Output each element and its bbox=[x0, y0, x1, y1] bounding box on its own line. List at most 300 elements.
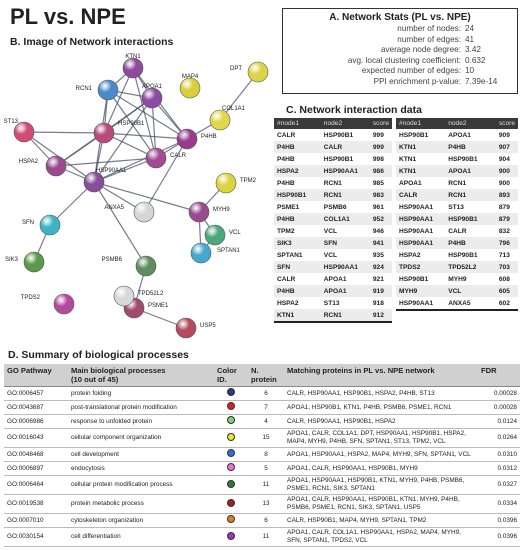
go-process: cytoskeleton organization bbox=[68, 514, 214, 528]
table-row bbox=[274, 285, 392, 297]
table-cell: CALR bbox=[277, 275, 296, 283]
go-color-cell bbox=[214, 448, 248, 462]
node-col1a1 bbox=[210, 110, 230, 130]
table-cell: HSPA2 bbox=[399, 251, 421, 259]
go-fdr: 0.0264 bbox=[478, 429, 520, 448]
go-n-protein: 4 bbox=[248, 415, 284, 429]
table-cell: TPDS2 bbox=[396, 261, 445, 273]
table-cell: KTN1 bbox=[274, 309, 321, 322]
stat-label: number of nodes: bbox=[397, 24, 461, 33]
node-label: MAP4 bbox=[181, 74, 199, 80]
go-n-protein: 6 bbox=[248, 514, 284, 528]
network-image-title: B. Image of Network interactions bbox=[10, 36, 174, 48]
go-process: protein folding bbox=[68, 387, 214, 401]
node-label: HSP90AA1 bbox=[96, 168, 127, 174]
stat-value: 0.632 bbox=[465, 55, 486, 65]
table-cell: 832 bbox=[498, 227, 510, 235]
go-proteins: APOA1, HSP90AA1, HSPA2, MAP4, MYH9, SFN, SPTAN1, VCL bbox=[284, 448, 478, 462]
column-header: #node1 bbox=[274, 118, 321, 129]
node-label: PSMB6 bbox=[101, 257, 122, 263]
stat-row bbox=[291, 45, 509, 56]
table-cell: ST13 bbox=[323, 299, 340, 307]
node-psmb6 bbox=[136, 256, 156, 276]
table-row bbox=[396, 213, 518, 225]
go-color-cell bbox=[214, 476, 248, 495]
network-graph bbox=[3, 48, 274, 344]
node-anxa5 bbox=[134, 202, 154, 222]
go-color-cell bbox=[214, 462, 248, 476]
node-map4 bbox=[180, 78, 200, 98]
table-header-row bbox=[274, 118, 392, 129]
node-label: ST13 bbox=[3, 119, 18, 125]
node-tpds2 bbox=[54, 294, 74, 314]
edge-ST13-HSP90B1 bbox=[24, 132, 104, 133]
node-calr bbox=[146, 148, 166, 168]
table-cell: VCL bbox=[445, 285, 496, 297]
go-proteins: APOA1, CALR, COL1A1, DPT, HSP90AA1, HSP90B1, HSPA2, MAP4, MYH9, P4HB, SFN, SPTAN1, ST13, TPM2, VCL bbox=[284, 429, 478, 448]
table-cell: SFN bbox=[274, 261, 321, 273]
go-id: GO:0006457 bbox=[4, 387, 68, 401]
go-row bbox=[4, 462, 520, 476]
table-cell: 608 bbox=[498, 275, 510, 283]
table-cell: 904 bbox=[498, 155, 510, 163]
table-row bbox=[396, 201, 518, 213]
go-color-cell bbox=[214, 514, 248, 528]
go-id: GO:0048468 bbox=[4, 448, 68, 462]
table-row bbox=[274, 177, 392, 189]
table-cell: MYH9 bbox=[448, 275, 467, 283]
table-row bbox=[274, 309, 392, 322]
stat-row bbox=[291, 35, 509, 46]
table-cell: CALR bbox=[448, 227, 467, 235]
page-title: PL vs. NPE bbox=[10, 4, 126, 29]
node-label: VCL bbox=[229, 230, 241, 236]
stat-value: 41 bbox=[465, 34, 475, 44]
table-cell: HSP90B1 bbox=[323, 131, 354, 139]
table-row bbox=[396, 285, 518, 297]
table-cell: HSP90B1 bbox=[399, 275, 429, 283]
node-label: SFN bbox=[22, 220, 34, 226]
table-row bbox=[274, 129, 392, 141]
table-cell: CALR bbox=[396, 189, 445, 201]
go-fdr: 0.0334 bbox=[478, 495, 520, 514]
table-cell: 952 bbox=[370, 213, 392, 225]
table-cell: CALR bbox=[321, 141, 370, 153]
table-cell: PSME1 bbox=[277, 203, 300, 211]
go-fdr: 0.0312 bbox=[478, 462, 520, 476]
node-hspa2 bbox=[46, 156, 66, 176]
nodes bbox=[4, 54, 268, 338]
table-header-row bbox=[396, 118, 518, 129]
go-color-cell bbox=[214, 429, 248, 448]
go-process: cellular protein modification process bbox=[68, 476, 214, 495]
table-cell: APOA1 bbox=[445, 165, 496, 177]
go-id: GO:0007010 bbox=[4, 514, 68, 528]
table-cell: HSP90B1 bbox=[448, 155, 478, 163]
table-row bbox=[274, 189, 392, 201]
table-row bbox=[274, 201, 392, 213]
table-row bbox=[396, 177, 518, 189]
table-cell: HSP90AA1 bbox=[399, 203, 434, 211]
table-cell: 941 bbox=[370, 237, 392, 249]
go-n-protein: 15 bbox=[248, 429, 284, 448]
table-cell: VCL bbox=[323, 251, 337, 259]
stat-label: avg. local clustering coefficient: bbox=[347, 55, 461, 65]
table-cell: 985 bbox=[372, 179, 384, 187]
table-row bbox=[274, 213, 392, 225]
table-cell: HSP90B1 bbox=[323, 155, 354, 163]
go-color-cell bbox=[214, 495, 248, 514]
go-process: post-translational protein modification bbox=[68, 401, 214, 415]
node-hsp90b1 bbox=[94, 123, 114, 143]
table-cell: P4HB bbox=[274, 285, 321, 297]
table-cell: TPD52L2 bbox=[445, 261, 496, 273]
go-row bbox=[4, 401, 520, 415]
go-color-cell bbox=[214, 528, 248, 547]
table-cell: HSP90AA1 bbox=[396, 297, 445, 310]
table-cell: CALR bbox=[277, 131, 296, 139]
column-header: node2 bbox=[445, 118, 496, 129]
table-row bbox=[274, 249, 392, 261]
table-cell: 605 bbox=[496, 285, 518, 297]
go-n-protein: 7 bbox=[248, 401, 284, 415]
interaction-table-title: C. Network interaction data bbox=[286, 104, 422, 116]
go-proteins: APOA1, CALR, HSP90AA1, HSP90B1, KTN1, MYH9, P4HB, PSMB6, PSME1, RCN1, SIK3, SPTAN1, USP5 bbox=[284, 495, 478, 514]
table-row bbox=[396, 237, 518, 249]
go-fdr: 0.0396 bbox=[478, 514, 520, 528]
table-row bbox=[274, 297, 392, 309]
table-cell: P4HB bbox=[277, 179, 295, 187]
go-fdr: 0.00028 bbox=[478, 401, 520, 415]
go-row bbox=[4, 448, 520, 462]
table-cell: RCN1 bbox=[321, 309, 370, 322]
stat-label: PPI enrichment p-value: bbox=[373, 76, 461, 86]
stat-label: number of edges: bbox=[397, 34, 461, 44]
process-header-label: Main biological processes bbox=[71, 366, 166, 375]
table-cell: HSPA2 bbox=[277, 299, 299, 307]
table-cell: APOA1 bbox=[323, 275, 347, 283]
go-proteins: APOA1, CALR, HSP90AA1, HSP90B1, MYH9 bbox=[284, 462, 478, 476]
table-cell: 983 bbox=[370, 189, 392, 201]
node-sik3 bbox=[24, 252, 44, 272]
table-cell: SPTAN1 bbox=[277, 251, 303, 259]
table-cell: 986 bbox=[370, 165, 392, 177]
node-apoa1 bbox=[142, 88, 162, 108]
color-dot bbox=[227, 388, 235, 396]
node-rcn1 bbox=[98, 80, 118, 100]
go-fdr: 0.0327 bbox=[478, 476, 520, 495]
node-vcl bbox=[205, 225, 225, 245]
network-stats-rows bbox=[291, 24, 509, 88]
table-cell: 999 bbox=[370, 141, 392, 153]
table-cell: 713 bbox=[498, 251, 510, 259]
column-header-pathway: GO Pathway bbox=[4, 364, 68, 387]
column-header-color: Color ID. bbox=[214, 364, 248, 387]
table-cell: HSP90AA1 bbox=[396, 213, 445, 225]
table-cell: 961 bbox=[372, 203, 384, 211]
table-cell: 893 bbox=[496, 189, 518, 201]
go-n-protein: 8 bbox=[248, 448, 284, 462]
network-stats-box bbox=[282, 8, 518, 94]
table-cell: TPM2 bbox=[277, 227, 295, 235]
table-cell: HSP90AA1 bbox=[321, 261, 370, 273]
node-label: CALR bbox=[170, 153, 187, 159]
node-ktn1 bbox=[123, 58, 143, 78]
go-row bbox=[4, 476, 520, 495]
column-header: node2 bbox=[321, 118, 370, 129]
table-cell: ANXA5 bbox=[445, 297, 496, 310]
table-cell: SFN bbox=[321, 237, 370, 249]
go-proteins: CALR, HSP90AA1, HSP90B1, HSPA2, P4HB, ST13 bbox=[284, 387, 478, 401]
table-cell: 879 bbox=[498, 203, 510, 211]
go-process: cell differentiation bbox=[68, 528, 214, 547]
table-row bbox=[396, 297, 518, 310]
go-proteins: APOA1, CALR, COL1A1, HSP90AA1, HSPA2, MAP4, MYH9, SFN, SPTAN1, TPDS2, VCL bbox=[284, 528, 478, 547]
table-cell: 703 bbox=[496, 261, 518, 273]
table-row bbox=[274, 153, 392, 165]
node-label: MYH9 bbox=[213, 207, 230, 213]
table-row bbox=[396, 249, 518, 261]
table-cell: HSP90AA1 bbox=[321, 165, 370, 177]
table-row bbox=[274, 165, 392, 177]
node-hsp90aa1 bbox=[84, 172, 104, 192]
node-sptan1 bbox=[191, 243, 211, 263]
stat-label: expected number of edges: bbox=[361, 66, 461, 76]
color-dot bbox=[227, 402, 235, 410]
go-id: GO:0006986 bbox=[4, 415, 68, 429]
process-header-sub: (10 out of 45) bbox=[71, 375, 119, 384]
node-tpd52l2 bbox=[114, 286, 134, 306]
node-label: KTN1 bbox=[125, 54, 141, 60]
node-label: HSP90B1 bbox=[118, 121, 145, 127]
table-cell: 998 bbox=[372, 155, 384, 163]
go-n-protein: 11 bbox=[248, 476, 284, 495]
table-cell: HSP90B1 bbox=[448, 251, 478, 259]
edge-P4HB-HSP90AA1 bbox=[94, 139, 187, 182]
table-cell: SIK3 bbox=[274, 237, 321, 249]
column-header-process bbox=[68, 364, 214, 387]
table-row bbox=[274, 273, 392, 285]
node-sfn bbox=[40, 215, 60, 235]
table-row bbox=[274, 141, 392, 153]
node-label: DPT bbox=[230, 66, 242, 72]
color-dot bbox=[227, 499, 235, 507]
column-header-n: N. protein bbox=[248, 364, 284, 387]
table-row bbox=[274, 237, 392, 249]
go-color-cell bbox=[214, 387, 248, 401]
stat-row bbox=[291, 66, 509, 77]
go-id: GO:0006464 bbox=[4, 476, 68, 495]
go-proteins: CALR, HSP90AA1, HSP90B1, HSPA2 bbox=[284, 415, 478, 429]
node-label: SPTAN1 bbox=[217, 248, 240, 254]
table-cell: KTN1 bbox=[396, 141, 445, 153]
table-row bbox=[396, 165, 518, 177]
table-cell: RCN1 bbox=[321, 189, 370, 201]
stat-value: 24 bbox=[465, 24, 475, 33]
network-stats-title: A. Network Stats (PL vs. NPE) bbox=[329, 12, 471, 23]
table-cell: RCN1 bbox=[445, 189, 496, 201]
node-label: RCN1 bbox=[75, 86, 92, 92]
go-row bbox=[4, 495, 520, 514]
node-label: TPD52L2 bbox=[138, 291, 164, 297]
go-proteins: APOA1, HSP90AA1, HSP90B1, KTN1, MYH9, P4HB, PSMB6, PSME1, RCN1, SIK3, SPTAN1 bbox=[284, 476, 478, 495]
go-id: GO:0006897 bbox=[4, 462, 68, 476]
go-n-protein: 6 bbox=[248, 387, 284, 401]
table-cell: RCN1 bbox=[448, 179, 467, 187]
table-cell: HSPA2 bbox=[274, 165, 321, 177]
table-cell: 900 bbox=[498, 179, 510, 187]
table-header-row bbox=[4, 364, 520, 387]
node-label: HSPA2 bbox=[18, 159, 38, 165]
node-tpm2 bbox=[216, 173, 236, 193]
table-cell: 879 bbox=[496, 213, 518, 225]
go-n-protein: 13 bbox=[248, 495, 284, 514]
go-n-protein: 11 bbox=[248, 528, 284, 547]
table-cell: 946 bbox=[372, 227, 384, 235]
table-row bbox=[274, 261, 392, 273]
color-dot bbox=[227, 449, 235, 457]
table-row bbox=[396, 273, 518, 285]
go-summary-table bbox=[4, 364, 520, 547]
go-id: GO:0030154 bbox=[4, 528, 68, 547]
table-cell: HSP90B1 bbox=[274, 189, 321, 201]
go-row bbox=[4, 528, 520, 547]
table-cell: P4HB bbox=[277, 155, 295, 163]
table-cell: KTN1 bbox=[399, 155, 417, 163]
go-row bbox=[4, 429, 520, 448]
table-row bbox=[396, 261, 518, 273]
go-n-protein: 5 bbox=[248, 462, 284, 476]
table-cell: 919 bbox=[370, 285, 392, 297]
go-row bbox=[4, 387, 520, 401]
node-label: APOA1 bbox=[141, 84, 163, 90]
table-cell: 907 bbox=[496, 141, 518, 153]
go-id: GO:0016043 bbox=[4, 429, 68, 448]
table-cell: 935 bbox=[372, 251, 384, 259]
go-fdr: 0.0124 bbox=[478, 415, 520, 429]
go-proteins: CALR, HSP90B1, MAP4, MYH9, SPTAN1, TPM2 bbox=[284, 514, 478, 528]
node-st13 bbox=[14, 122, 34, 142]
table-cell: P4HB bbox=[445, 141, 496, 153]
go-row bbox=[4, 415, 520, 429]
table-cell: 796 bbox=[496, 237, 518, 249]
node-label: SIK3 bbox=[4, 257, 18, 263]
table-cell: 924 bbox=[370, 261, 392, 273]
go-color-cell bbox=[214, 415, 248, 429]
table-cell: APOA1 bbox=[399, 179, 422, 187]
color-dot bbox=[227, 433, 235, 441]
node-label: USP5 bbox=[200, 323, 216, 329]
node-usp5 bbox=[176, 318, 196, 338]
node-label: COL1A1 bbox=[222, 106, 246, 112]
table-cell: VCL bbox=[323, 227, 337, 235]
go-id: GO:0019538 bbox=[4, 495, 68, 514]
color-dot bbox=[227, 463, 235, 471]
table-cell: P4HB bbox=[274, 213, 321, 225]
go-fdr: 0.00028 bbox=[478, 387, 520, 401]
go-fdr: 0.0396 bbox=[478, 528, 520, 547]
table-cell: ST13 bbox=[448, 203, 464, 211]
stat-value: 10 bbox=[465, 66, 475, 76]
table-row bbox=[396, 225, 518, 237]
column-header-fdr: FDR bbox=[478, 364, 520, 387]
node-myh9 bbox=[189, 202, 209, 222]
color-dot bbox=[227, 532, 235, 540]
table-cell: 602 bbox=[496, 297, 518, 310]
table-cell: KTN1 bbox=[396, 165, 445, 177]
color-dot bbox=[227, 515, 235, 523]
table-cell: HSP90AA1 bbox=[396, 237, 445, 249]
column-header: score bbox=[496, 118, 518, 129]
table-cell: 909 bbox=[498, 131, 510, 139]
table-cell: APOA1 bbox=[448, 131, 471, 139]
table-cell: P4HB bbox=[445, 237, 496, 249]
node-label: TPM2 bbox=[240, 178, 257, 184]
node-label: ANXA5 bbox=[104, 205, 124, 211]
table-cell: HSP90AA1 bbox=[399, 227, 434, 235]
table-row bbox=[274, 225, 392, 237]
color-dot bbox=[227, 416, 235, 424]
table-cell: PSMB6 bbox=[323, 203, 347, 211]
go-process: protein metabolic process bbox=[68, 495, 214, 514]
node-dpt bbox=[248, 62, 268, 82]
edge-P4HB-HSP90B1 bbox=[104, 133, 187, 139]
go-process: cell development bbox=[68, 448, 214, 462]
table-row bbox=[396, 129, 518, 141]
go-proteins: APOA1, HSP90B1, KTN1, P4HB, PSMB6, PSME1, RCN1 bbox=[284, 401, 478, 415]
table-cell: HSP90B1 bbox=[399, 131, 429, 139]
table-row bbox=[396, 153, 518, 165]
column-header: score bbox=[370, 118, 392, 129]
node-p4hb bbox=[177, 129, 197, 149]
go-fdr: 0.0310 bbox=[478, 448, 520, 462]
table-row bbox=[396, 141, 518, 153]
table-cell: 999 bbox=[372, 131, 384, 139]
stat-row bbox=[291, 77, 509, 88]
go-row bbox=[4, 514, 520, 528]
stat-value: 7.39e-14 bbox=[465, 76, 498, 86]
table-cell: 912 bbox=[370, 309, 392, 322]
table-cell: 918 bbox=[372, 299, 384, 307]
table-cell: 921 bbox=[372, 275, 384, 283]
interaction-table-right bbox=[396, 118, 518, 311]
stat-label: average node degree: bbox=[380, 45, 461, 55]
go-id: GO:0043687 bbox=[4, 401, 68, 415]
go-process: response to unfolded protein bbox=[68, 415, 214, 429]
column-header-proteins: Matching proteins in PL vs. NPE network bbox=[284, 364, 478, 387]
go-process: cellular component organization bbox=[68, 429, 214, 448]
column-header: #node1 bbox=[396, 118, 445, 129]
node-label: PSME1 bbox=[148, 303, 169, 309]
stat-row bbox=[291, 24, 509, 35]
table-cell: P4HB bbox=[274, 141, 321, 153]
stat-value: 3.42 bbox=[465, 45, 481, 55]
node-label: P4HB bbox=[201, 134, 217, 140]
table-cell: APOA1 bbox=[321, 285, 370, 297]
table-cell: COL1A1 bbox=[321, 213, 370, 225]
table-cell: MYH9 bbox=[396, 285, 445, 297]
table-row bbox=[396, 189, 518, 201]
stat-row bbox=[291, 56, 509, 67]
table-cell: HSP90B1 bbox=[445, 213, 496, 225]
table-cell: 900 bbox=[496, 165, 518, 177]
go-process: endocytosis bbox=[68, 462, 214, 476]
node-label: TPDS2 bbox=[20, 295, 40, 301]
go-color-cell bbox=[214, 401, 248, 415]
color-dot bbox=[227, 480, 235, 488]
go-summary-title: D. Summary of biological processes bbox=[8, 349, 189, 361]
interaction-table-left bbox=[274, 118, 392, 323]
